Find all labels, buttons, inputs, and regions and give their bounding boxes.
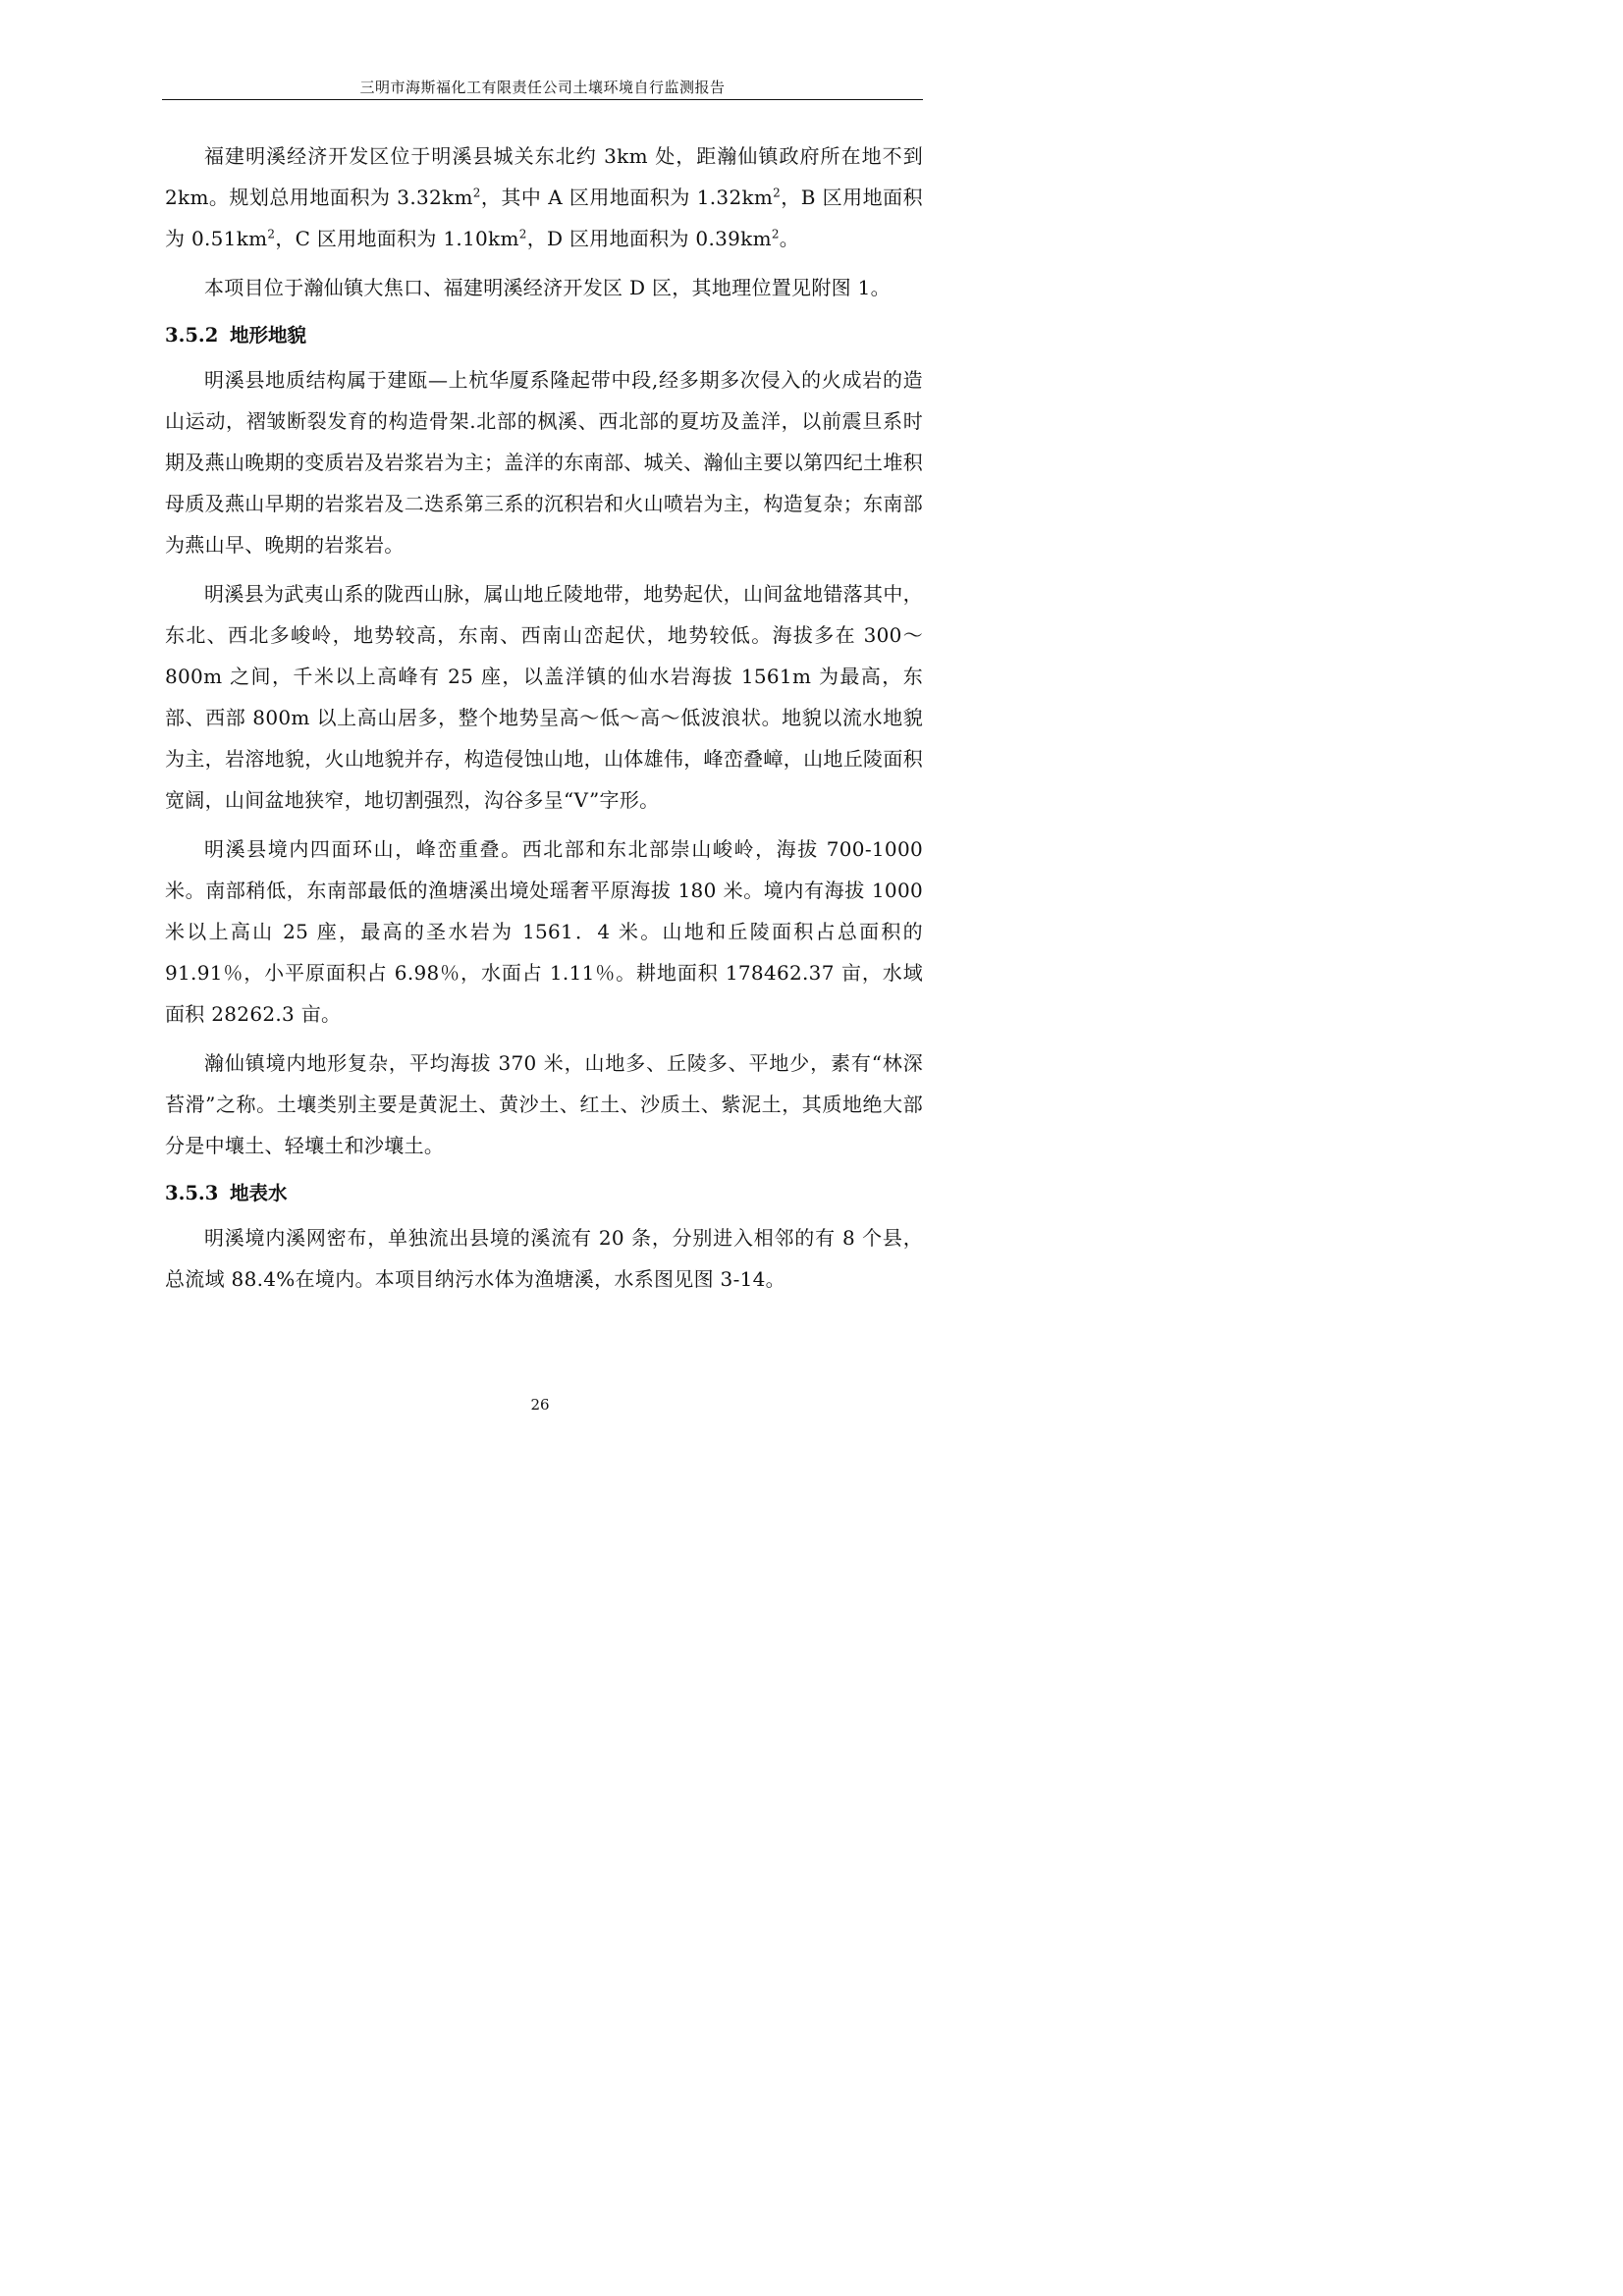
document-page: [0, 0, 1080, 1528]
section-number: 3.5.3: [165, 1182, 219, 1204]
section-title: 地形地貌: [230, 324, 307, 347]
body-content: [165, 135, 923, 1308]
section-heading-surface-water: [165, 1174, 923, 1213]
running-header: 三明市海斯福化工有限责任公司土壤环境自行监测报告: [359, 79, 726, 96]
section-number: 3.5.2: [165, 324, 219, 347]
paragraph-elevation: 明溪县境内四面环山，峰峦重叠。西北部和东北部崇山峻岭，海拔 700-1000 米。南部稍低，东南部最低的渔塘溪出境处瑶奢平原海拔 180 米。境内有海拔 1000 米以上高山 25 座，最高的圣水岩为 1561．4 米。山地和丘陵面积占总面积的 91.91％，小平原面积占 6.98％，水面占 1.11％。耕地面积 178462.37 亩，水域面积 28262.3 亩。: [165, 837, 923, 1026]
paragraph-soil: 瀚仙镇境内地形复杂，平均海拔 370 米，山地多、丘陵多、平地少，素有“林深苔滑”之称。土壤类别主要是黄泥土、黄沙土、红土、沙质土、紫泥土，其质地绝大部分是中壤土、轻壤土和沙壤土。: [165, 1051, 923, 1157]
section-heading-terrain: [165, 316, 923, 355]
paragraph-landform: 明溪县为武夷山系的陇西山脉，属山地丘陵地带，地势起伏，山间盆地错落其中，东北、西北多峻岭，地势较高，东南、西南山峦起伏，地势较低。海拔多在 300～800m 之间，千米以上高峰有 25 座，以盖洋镇的仙水岩海拔 1561m 为最高，东部、西部 800m 以上高山居多，整个地势呈高～低～高～低波浪状。地貌以流水地貌为主，岩溶地貌，火山地貌并存，构造侵蚀山地，山体雄伟，峰峦叠嶂，山地丘陵面积宽阔，山间盆地狭窄，地切割强烈，沟谷多呈“V”字形。: [165, 582, 923, 812]
paragraph-development-zone: 福建明溪经济开发区位于明溪县城关东北约 3km 处，距瀚仙镇政府所在地不到 2km。规划总用地面积为 $3.32km^2$，其中 A 区用地面积为 $1.32km^2$，B 区用地面积为 $0.51km^2$，C 区用地面积为 $1.10km^2$，D 区用地面积为 $0.39km^2$。: [165, 144, 923, 250]
paragraph-project-location: 本项目位于瀚仙镇大焦口、福建明溪经济开发区 D 区，其地理位置见附图 1。: [204, 276, 891, 299]
page-number: 26: [530, 1396, 550, 1414]
section-title: 地表水: [230, 1182, 288, 1204]
paragraph-rivers: 明溪境内溪网密布，单独流出县境的溪流有 20 条，分别进入相邻的有 8 个县，总流域 88.4%在境内。本项目纳污水体为渔塘溪，水系图见图 3-14。: [165, 1226, 923, 1291]
paragraph-geology: 明溪县地质结构属于建瓯—上杭华厦系隆起带中段,经多期多次侵入的火成岩的造山运动，褶皱断裂发育的构造骨架.北部的枫溪、西北部的夏坊及盖洋，以前震旦系时期及燕山晚期的变质岩及岩浆岩为主；盖洋的东南部、城关、瀚仙主要以第四纪土堆积母质及燕山早期的岩浆岩及二迭系第三系的沉积岩和火山喷岩为主，构造复杂；东南部为燕山早、晚期的岩浆岩。: [165, 368, 923, 557]
header-divider: [162, 99, 923, 100]
